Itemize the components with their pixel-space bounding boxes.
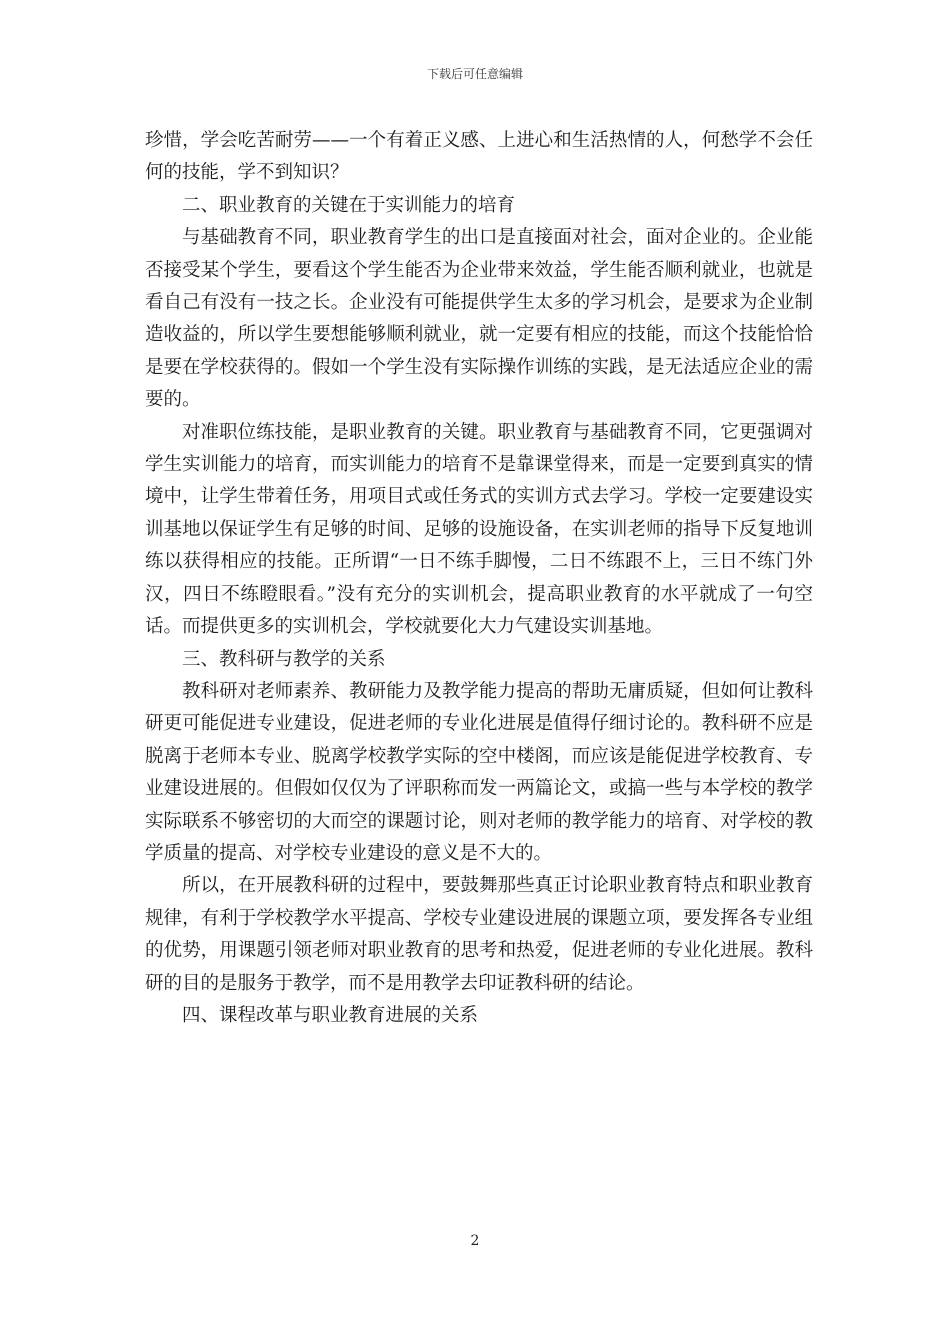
paragraph-continuation: 珍惜，学会吃苦耐劳——一个有着正义感、上进心和生活热情的人，何愁学不会任何的技能，学不到知识？ [145,130,813,184]
page-header: 下载后可任意编辑 [426,67,523,81]
paragraph: 对准职位练技能，是职业教育的关键。职业教育与基础教育不同，它更强调对学生实训能力的培育，而实训能力的培育不是靠课堂得来，而是一定要到真实的情境中，让学生带着任务，用项目式或任务式的实训方式去学习。学校一定要建设实训基地以保证学生有足够的时间、足够的设施设备，在实训老师的指导下反复地训练以获得相应的技能。正所谓“一日不练手脚慢，二日不练跟不上，三日不练门外汉，四日不练瞪眼看。”没有充分的实训机会，提高职业教育的水平就成了一句空话。而提供更多的实训机会，学校就要化大力气建设实训基地。 [145,421,813,638]
paragraph: 所以，在开展教科研的过程中，要鼓舞那些真正讨论职业教育特点和职业教育规律，有利于学校教学水平提高、学校专业建设进展的课题立项，要发挥各专业组的优势，用课题引领老师对职业教育的思考和热爱，促进老师的专业化进展。教科研的目的是服务于教学，而不是用教学去印证教科研的结论。 [145,875,813,994]
section-heading-2: 二、职业教育的关键在于实训能力的培育 [182,194,516,216]
page-number: 2 [470,1233,480,1249]
document-body [145,125,813,1032]
section-heading-3: 三、教科研与教学的关系 [182,648,386,670]
section-heading-4: 四、课程改革与职业教育进展的关系 [182,1004,479,1026]
paragraph: 与基础教育不同，职业教育学生的出口是直接面对社会，面对企业的。企业能否接受某个学生，要看这个学生能否为企业带来效益，学生能否顺利就业，也就是看自己有没有一技之长。企业没有可能提供学生太多的学习机会，是要求为企业制造收益的，所以学生要想能够顺利就业，就一定要有相应的技能，而这个技能恰恰是要在学校获得的。假如一个学生没有实际操作训练的实践，是无法适应企业的需要的。 [145,227,813,411]
paragraph: 教科研对老师素养、教研能力及教学能力提高的帮助无庸质疑，但如何让教科研更可能促进专业建设，促进老师的专业化进展是值得仔细讨论的。教科研不应是脱离于老师本专业、脱离学校教学实际的空中楼阁，而应该是能促进学校教育、专业建设进展的。但假如仅仅为了评职称而发一两篇论文，或搞一些与本学校的教学实际联系不够密切的大而空的课题讨论，则对老师的教学能力的培育、对学校的教学质量的提高、对学校专业建设的意义是不大的。 [145,680,813,864]
